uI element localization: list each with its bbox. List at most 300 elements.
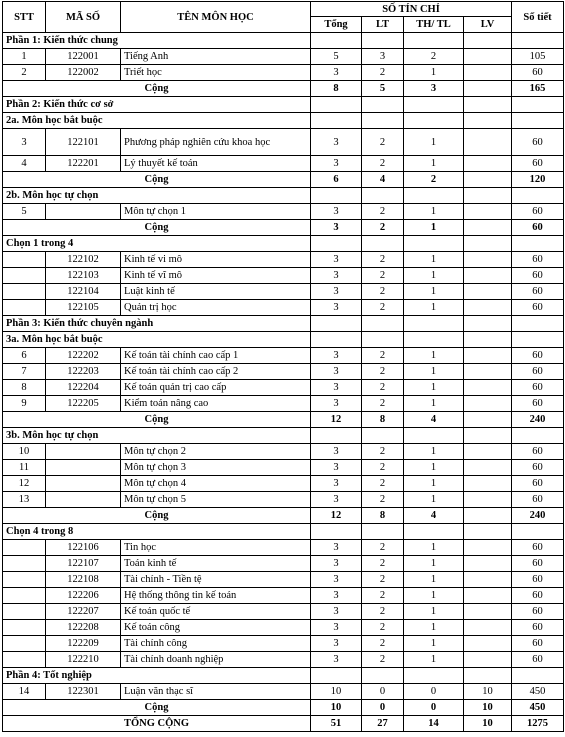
cell-lv bbox=[464, 396, 512, 412]
empty-cell bbox=[362, 97, 404, 113]
cell-tong: 3 bbox=[311, 380, 362, 396]
cell-so-tiet: 450 bbox=[512, 700, 564, 716]
cell-lt: 2 bbox=[362, 556, 404, 572]
cell-so-tiet: 60 bbox=[512, 604, 564, 620]
cell-lt: 2 bbox=[362, 220, 404, 236]
course-row bbox=[3, 268, 564, 284]
empty-cell bbox=[404, 668, 464, 684]
cell-th-tl: 1 bbox=[404, 156, 464, 172]
cell-course-name: Môn tự chọn 2 bbox=[121, 444, 311, 460]
section-row bbox=[3, 33, 564, 49]
cell-stt: 14 bbox=[3, 684, 46, 700]
cell-tong: 3 bbox=[311, 156, 362, 172]
cell-th-tl: 1 bbox=[404, 652, 464, 668]
section-title: 3a. Môn học bắt buộc bbox=[3, 332, 311, 348]
course-row bbox=[3, 492, 564, 508]
section-title: Phần 4: Tốt nghiệp bbox=[3, 668, 311, 684]
cell-stt: 1 bbox=[3, 49, 46, 65]
section-row bbox=[3, 332, 564, 348]
empty-cell bbox=[512, 668, 564, 684]
cell-so-tiet: 60 bbox=[512, 268, 564, 284]
cell-tong: 5 bbox=[311, 49, 362, 65]
cell-tong: 3 bbox=[311, 556, 362, 572]
course-row bbox=[3, 364, 564, 380]
empty-cell bbox=[464, 33, 512, 49]
section-row bbox=[3, 188, 564, 204]
empty-cell bbox=[362, 236, 404, 252]
cell-course-name: Kế toán quốc tế bbox=[121, 604, 311, 620]
cell-th-tl: 1 bbox=[404, 588, 464, 604]
cell-lv bbox=[464, 300, 512, 316]
empty-cell bbox=[404, 113, 464, 129]
empty-cell bbox=[404, 316, 464, 332]
course-row bbox=[3, 129, 564, 156]
cell-th-tl: 1 bbox=[404, 204, 464, 220]
empty-cell bbox=[311, 33, 362, 49]
cell-course-name: Kế toán quản trị cao cấp bbox=[121, 380, 311, 396]
course-row bbox=[3, 204, 564, 220]
cell-stt bbox=[3, 268, 46, 284]
total-label: Cộng bbox=[3, 220, 311, 236]
cell-lv bbox=[464, 412, 512, 428]
cell-lt: 2 bbox=[362, 620, 404, 636]
cell-stt: 4 bbox=[3, 156, 46, 172]
cell-course-name: Lý thuyết kế toán bbox=[121, 156, 311, 172]
cell-code: 122202 bbox=[46, 348, 121, 364]
cell-tong: 10 bbox=[311, 684, 362, 700]
section-title: Chọn 4 trong 8 bbox=[3, 524, 311, 540]
course-row bbox=[3, 652, 564, 668]
cell-lt: 2 bbox=[362, 65, 404, 81]
cell-tong: 3 bbox=[311, 588, 362, 604]
header-so-tiet: Số tiết bbox=[512, 2, 564, 33]
total-row bbox=[3, 172, 564, 188]
header-stt: STT bbox=[3, 2, 46, 33]
cell-lt: 2 bbox=[362, 476, 404, 492]
empty-cell bbox=[311, 668, 362, 684]
cell-lv bbox=[464, 556, 512, 572]
total-row bbox=[3, 412, 564, 428]
total-label: Cộng bbox=[3, 412, 311, 428]
empty-cell bbox=[311, 316, 362, 332]
cell-th-tl: 0 bbox=[404, 700, 464, 716]
cell-lv bbox=[464, 508, 512, 524]
empty-cell bbox=[311, 524, 362, 540]
cell-so-tiet: 240 bbox=[512, 412, 564, 428]
cell-so-tiet: 60 bbox=[512, 652, 564, 668]
cell-so-tiet: 60 bbox=[512, 284, 564, 300]
cell-code bbox=[46, 444, 121, 460]
cell-tong: 3 bbox=[311, 460, 362, 476]
cell-th-tl: 14 bbox=[404, 716, 464, 732]
cell-stt bbox=[3, 540, 46, 556]
cell-so-tiet: 60 bbox=[512, 476, 564, 492]
cell-so-tiet: 60 bbox=[512, 444, 564, 460]
section-title: Phần 1: Kiến thức chung bbox=[3, 33, 311, 49]
cell-lt: 2 bbox=[362, 268, 404, 284]
cell-code: 122002 bbox=[46, 65, 121, 81]
empty-cell bbox=[404, 332, 464, 348]
section-row bbox=[3, 428, 564, 444]
empty-cell bbox=[311, 113, 362, 129]
cell-so-tiet: 60 bbox=[512, 364, 564, 380]
empty-cell bbox=[464, 332, 512, 348]
empty-cell bbox=[404, 236, 464, 252]
cell-tong: 3 bbox=[311, 652, 362, 668]
cell-code: 122206 bbox=[46, 588, 121, 604]
cell-th-tl: 1 bbox=[404, 396, 464, 412]
cell-lv bbox=[464, 492, 512, 508]
header-lt: LT bbox=[362, 17, 404, 33]
section-title: Phần 3: Kiến thức chuyên ngành bbox=[3, 316, 311, 332]
cell-course-name: Kế toán tài chính cao cấp 1 bbox=[121, 348, 311, 364]
cell-code bbox=[46, 204, 121, 220]
cell-lt: 2 bbox=[362, 129, 404, 156]
course-row bbox=[3, 252, 564, 268]
empty-cell bbox=[512, 188, 564, 204]
cell-lv: 10 bbox=[464, 700, 512, 716]
cell-code: 122102 bbox=[46, 252, 121, 268]
cell-stt: 13 bbox=[3, 492, 46, 508]
section-row bbox=[3, 668, 564, 684]
empty-cell bbox=[464, 316, 512, 332]
empty-cell bbox=[362, 332, 404, 348]
cell-so-tiet: 60 bbox=[512, 540, 564, 556]
cell-tong: 3 bbox=[311, 396, 362, 412]
cell-tong: 3 bbox=[311, 204, 362, 220]
cell-tong: 3 bbox=[311, 492, 362, 508]
empty-cell bbox=[512, 316, 564, 332]
cell-lt: 2 bbox=[362, 636, 404, 652]
cell-so-tiet: 60 bbox=[512, 204, 564, 220]
course-row bbox=[3, 300, 564, 316]
cell-stt bbox=[3, 652, 46, 668]
cell-stt bbox=[3, 588, 46, 604]
cell-course-name: Luận văn thạc sĩ bbox=[121, 684, 311, 700]
empty-cell bbox=[464, 428, 512, 444]
cell-th-tl: 4 bbox=[404, 508, 464, 524]
empty-cell bbox=[404, 188, 464, 204]
cell-lv bbox=[464, 220, 512, 236]
curriculum-table bbox=[2, 1, 564, 732]
cell-tong: 3 bbox=[311, 364, 362, 380]
cell-code: 122210 bbox=[46, 652, 121, 668]
cell-th-tl: 1 bbox=[404, 460, 464, 476]
section-title: Chọn 1 trong 4 bbox=[3, 236, 311, 252]
cell-so-tiet: 60 bbox=[512, 556, 564, 572]
cell-so-tiet: 60 bbox=[512, 220, 564, 236]
cell-course-name: Kế toán tài chính cao cấp 2 bbox=[121, 364, 311, 380]
cell-lt: 0 bbox=[362, 700, 404, 716]
cell-tong: 51 bbox=[311, 716, 362, 732]
cell-th-tl: 1 bbox=[404, 492, 464, 508]
course-row bbox=[3, 684, 564, 700]
cell-lt: 2 bbox=[362, 252, 404, 268]
cell-so-tiet: 450 bbox=[512, 684, 564, 700]
course-row bbox=[3, 396, 564, 412]
course-row bbox=[3, 636, 564, 652]
empty-cell bbox=[512, 236, 564, 252]
section-row bbox=[3, 113, 564, 129]
course-row bbox=[3, 380, 564, 396]
cell-lt: 2 bbox=[362, 284, 404, 300]
header-so-tin-chi: SỐ TÍN CHỈ bbox=[311, 2, 512, 17]
cell-stt: 6 bbox=[3, 348, 46, 364]
cell-tong: 3 bbox=[311, 220, 362, 236]
cell-course-name: Tin học bbox=[121, 540, 311, 556]
course-row bbox=[3, 284, 564, 300]
cell-code: 122106 bbox=[46, 540, 121, 556]
cell-tong: 3 bbox=[311, 300, 362, 316]
cell-lv: 10 bbox=[464, 716, 512, 732]
total-label: Cộng bbox=[3, 700, 311, 716]
cell-lt: 27 bbox=[362, 716, 404, 732]
cell-th-tl: 1 bbox=[404, 252, 464, 268]
section-title: 3b. Môn học tự chọn bbox=[3, 428, 311, 444]
course-row bbox=[3, 476, 564, 492]
cell-lv bbox=[464, 588, 512, 604]
cell-lt: 2 bbox=[362, 588, 404, 604]
cell-lt: 2 bbox=[362, 364, 404, 380]
empty-cell bbox=[311, 332, 362, 348]
cell-lv bbox=[464, 620, 512, 636]
cell-th-tl: 1 bbox=[404, 604, 464, 620]
cell-code: 122103 bbox=[46, 268, 121, 284]
cell-lv bbox=[464, 81, 512, 97]
cell-stt: 10 bbox=[3, 444, 46, 460]
course-row bbox=[3, 540, 564, 556]
cell-lv bbox=[464, 460, 512, 476]
cell-so-tiet: 120 bbox=[512, 172, 564, 188]
cell-th-tl: 1 bbox=[404, 620, 464, 636]
empty-cell bbox=[362, 33, 404, 49]
cell-lv bbox=[464, 444, 512, 460]
cell-th-tl: 1 bbox=[404, 476, 464, 492]
cell-so-tiet: 60 bbox=[512, 300, 564, 316]
cell-lt: 2 bbox=[362, 492, 404, 508]
header-lv: LV bbox=[464, 17, 512, 33]
cell-stt bbox=[3, 620, 46, 636]
cell-lt: 2 bbox=[362, 604, 404, 620]
cell-so-tiet: 60 bbox=[512, 588, 564, 604]
cell-th-tl: 1 bbox=[404, 540, 464, 556]
cell-so-tiet: 60 bbox=[512, 460, 564, 476]
table-body bbox=[3, 33, 564, 732]
cell-th-tl: 1 bbox=[404, 220, 464, 236]
cell-code: 122105 bbox=[46, 300, 121, 316]
empty-cell bbox=[404, 524, 464, 540]
cell-code: 122207 bbox=[46, 604, 121, 620]
cell-so-tiet: 60 bbox=[512, 65, 564, 81]
course-row bbox=[3, 156, 564, 172]
cell-lv bbox=[464, 652, 512, 668]
cell-lt: 2 bbox=[362, 300, 404, 316]
cell-tong: 3 bbox=[311, 129, 362, 156]
cell-th-tl: 4 bbox=[404, 412, 464, 428]
cell-tong: 3 bbox=[311, 268, 362, 284]
cell-th-tl: 3 bbox=[404, 81, 464, 97]
cell-course-name: Triết học bbox=[121, 65, 311, 81]
cell-tong: 3 bbox=[311, 284, 362, 300]
cell-lt: 2 bbox=[362, 156, 404, 172]
course-row bbox=[3, 556, 564, 572]
cell-course-name: Hệ thống thông tin kế toán bbox=[121, 588, 311, 604]
cell-lv bbox=[464, 476, 512, 492]
cell-tong: 3 bbox=[311, 476, 362, 492]
cell-th-tl: 1 bbox=[404, 300, 464, 316]
cell-tong: 8 bbox=[311, 81, 362, 97]
cell-lt: 2 bbox=[362, 380, 404, 396]
cell-tong: 3 bbox=[311, 444, 362, 460]
cell-code: 122203 bbox=[46, 364, 121, 380]
cell-th-tl: 1 bbox=[404, 364, 464, 380]
empty-cell bbox=[512, 332, 564, 348]
empty-cell bbox=[512, 113, 564, 129]
cell-stt: 3 bbox=[3, 129, 46, 156]
cell-so-tiet: 60 bbox=[512, 252, 564, 268]
cell-course-name: Kinh tế vĩ mô bbox=[121, 268, 311, 284]
cell-so-tiet: 1275 bbox=[512, 716, 564, 732]
cell-so-tiet: 60 bbox=[512, 129, 564, 156]
cell-so-tiet: 60 bbox=[512, 572, 564, 588]
cell-th-tl: 1 bbox=[404, 268, 464, 284]
cell-so-tiet: 60 bbox=[512, 348, 564, 364]
total-label: Cộng bbox=[3, 172, 311, 188]
total-row bbox=[3, 220, 564, 236]
cell-stt bbox=[3, 572, 46, 588]
cell-th-tl: 1 bbox=[404, 129, 464, 156]
section-title: 2b. Môn học tự chọn bbox=[3, 188, 311, 204]
cell-tong: 6 bbox=[311, 172, 362, 188]
empty-cell bbox=[464, 668, 512, 684]
cell-stt bbox=[3, 636, 46, 652]
course-row bbox=[3, 65, 564, 81]
cell-code: 122301 bbox=[46, 684, 121, 700]
cell-lv bbox=[464, 348, 512, 364]
cell-code: 122209 bbox=[46, 636, 121, 652]
empty-cell bbox=[311, 236, 362, 252]
cell-code: 122101 bbox=[46, 129, 121, 156]
total-row bbox=[3, 700, 564, 716]
course-row bbox=[3, 460, 564, 476]
cell-course-name: Kế toán công bbox=[121, 620, 311, 636]
cell-code: 122208 bbox=[46, 620, 121, 636]
cell-lv bbox=[464, 252, 512, 268]
cell-lv bbox=[464, 604, 512, 620]
cell-code: 122107 bbox=[46, 556, 121, 572]
cell-lv bbox=[464, 65, 512, 81]
cell-stt: 7 bbox=[3, 364, 46, 380]
cell-course-name: Môn tự chọn 1 bbox=[121, 204, 311, 220]
cell-lt: 2 bbox=[362, 572, 404, 588]
cell-tong: 10 bbox=[311, 700, 362, 716]
cell-tong: 3 bbox=[311, 65, 362, 81]
course-row bbox=[3, 444, 564, 460]
cell-lv bbox=[464, 364, 512, 380]
empty-cell bbox=[311, 97, 362, 113]
cell-code: 122001 bbox=[46, 49, 121, 65]
empty-cell bbox=[311, 428, 362, 444]
section-title: Phần 2: Kiến thức cơ sở bbox=[3, 97, 311, 113]
cell-th-tl: 1 bbox=[404, 380, 464, 396]
cell-course-name: Kiểm toán nâng cao bbox=[121, 396, 311, 412]
cell-th-tl: 1 bbox=[404, 348, 464, 364]
cell-th-tl: 1 bbox=[404, 636, 464, 652]
empty-cell bbox=[464, 97, 512, 113]
header-tong: Tổng bbox=[311, 17, 362, 33]
cell-stt: 5 bbox=[3, 204, 46, 220]
cell-lt: 0 bbox=[362, 684, 404, 700]
cell-lv bbox=[464, 156, 512, 172]
cell-th-tl: 0 bbox=[404, 684, 464, 700]
cell-stt bbox=[3, 284, 46, 300]
cell-lt: 2 bbox=[362, 540, 404, 556]
empty-cell bbox=[362, 316, 404, 332]
cell-stt bbox=[3, 300, 46, 316]
cell-th-tl: 1 bbox=[404, 556, 464, 572]
cell-stt bbox=[3, 252, 46, 268]
cell-th-tl: 1 bbox=[404, 572, 464, 588]
header-th-tl: TH/ TL bbox=[404, 17, 464, 33]
empty-cell bbox=[512, 33, 564, 49]
cell-lt: 2 bbox=[362, 460, 404, 476]
cell-lv bbox=[464, 49, 512, 65]
header-ma-so: MÃ SỐ bbox=[46, 2, 121, 33]
cell-lv: 10 bbox=[464, 684, 512, 700]
cell-lt: 8 bbox=[362, 412, 404, 428]
course-row bbox=[3, 588, 564, 604]
cell-so-tiet: 60 bbox=[512, 492, 564, 508]
cell-course-name: Toán kinh tế bbox=[121, 556, 311, 572]
cell-course-name: Kinh tế vi mô bbox=[121, 252, 311, 268]
cell-code bbox=[46, 492, 121, 508]
cell-stt bbox=[3, 556, 46, 572]
cell-lv bbox=[464, 129, 512, 156]
cell-tong: 3 bbox=[311, 572, 362, 588]
cell-so-tiet: 60 bbox=[512, 396, 564, 412]
cell-code: 122205 bbox=[46, 396, 121, 412]
cell-stt: 11 bbox=[3, 460, 46, 476]
cell-stt: 2 bbox=[3, 65, 46, 81]
course-row bbox=[3, 348, 564, 364]
cell-stt: 12 bbox=[3, 476, 46, 492]
cell-lv bbox=[464, 172, 512, 188]
cell-tong: 3 bbox=[311, 604, 362, 620]
cell-code: 122201 bbox=[46, 156, 121, 172]
empty-cell bbox=[404, 33, 464, 49]
cell-lt: 3 bbox=[362, 49, 404, 65]
cell-tong: 3 bbox=[311, 636, 362, 652]
cell-so-tiet: 60 bbox=[512, 156, 564, 172]
empty-cell bbox=[362, 668, 404, 684]
cell-tong: 3 bbox=[311, 540, 362, 556]
cell-th-tl: 2 bbox=[404, 172, 464, 188]
total-label: TỔNG CỘNG bbox=[3, 716, 311, 732]
cell-so-tiet: 60 bbox=[512, 380, 564, 396]
cell-course-name: Tài chính doanh nghiệp bbox=[121, 652, 311, 668]
section-row bbox=[3, 316, 564, 332]
cell-so-tiet: 240 bbox=[512, 508, 564, 524]
cell-lv bbox=[464, 284, 512, 300]
section-row bbox=[3, 97, 564, 113]
cell-stt bbox=[3, 604, 46, 620]
empty-cell bbox=[404, 428, 464, 444]
section-row bbox=[3, 524, 564, 540]
cell-lt: 2 bbox=[362, 396, 404, 412]
section-title: 2a. Môn học bắt buộc bbox=[3, 113, 311, 129]
empty-cell bbox=[464, 188, 512, 204]
empty-cell bbox=[512, 97, 564, 113]
